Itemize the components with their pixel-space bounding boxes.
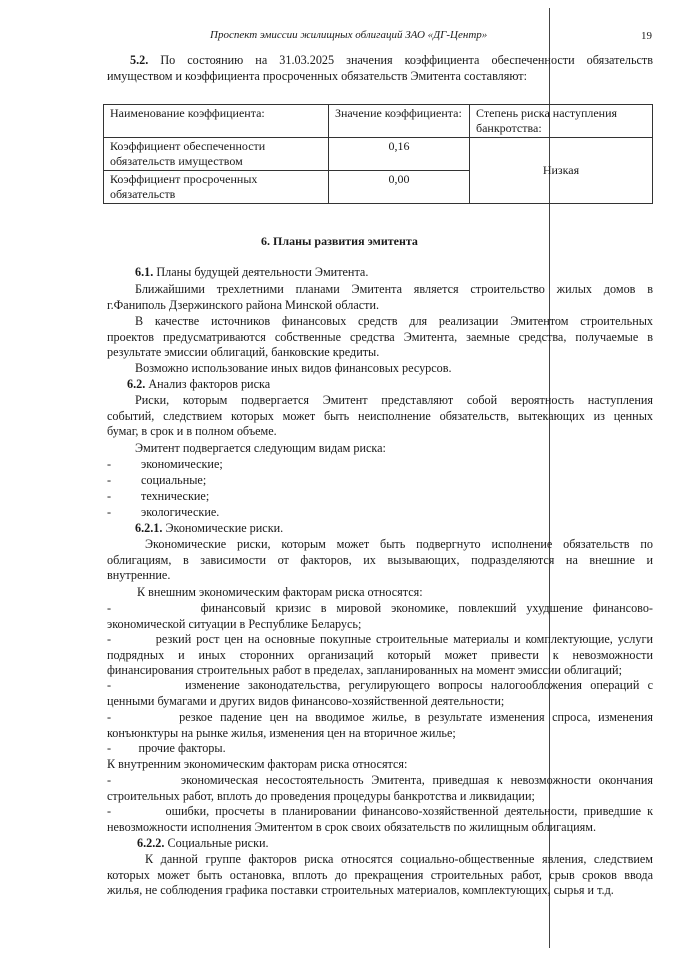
row-name: Коэффициент просроченных обязательств	[104, 171, 329, 204]
intro-paragraph: 5.2. По состоянию на 31.03.2025 значения коэффициента обеспеченности обязательств имуществом и коэффициента просроченных обязательств Эмитента составляют:	[107, 53, 654, 83]
paragraph	[107, 852, 653, 899]
text-line: - изменение законодательства, регулирующего вопросы налогообложения операций с	[107, 678, 653, 692]
text-line: подрядных и иных сторонних организаций который может привести к невозможности	[107, 647, 653, 662]
header-name: Наименование коэффициента:	[104, 105, 329, 138]
text-line: - финансовый кризис в мировой экономике, повлекший ухудшение финансово-	[107, 601, 653, 615]
paragraph	[107, 836, 653, 852]
text-line: проектов предусматриваются собственные средства Эмитента, заемные средства, получаемые в	[107, 329, 653, 344]
clause-number: 6.2.2.	[137, 836, 165, 850]
text-line: - прочие факторы.	[107, 741, 226, 755]
clause-number: 6.2.1.	[135, 521, 163, 535]
list-bullet: -	[107, 489, 112, 503]
paragraph	[107, 441, 653, 457]
row-value: 0,00	[329, 171, 470, 204]
paragraph	[107, 585, 653, 601]
text-line: невозможности исполнения Эмитентом в срок своих обязательств по жилищным облигациям.	[107, 819, 597, 834]
text-line: - ошибки, просчеты в планировании финансово-хозяйственной деятельности, приведшие к	[107, 804, 653, 818]
page-number: 19	[641, 30, 652, 42]
text-line: которых может быть остановка, вплоть до прекращения строительных работ, срыв сроков ввода	[107, 867, 653, 882]
paragraph	[107, 521, 653, 537]
paragraph	[107, 537, 653, 584]
list-bullet: -	[107, 457, 112, 471]
list-item: экологические.	[141, 505, 220, 519]
paragraph	[107, 377, 653, 393]
clause-number: 6.1.	[135, 265, 154, 279]
paragraph	[107, 757, 653, 773]
paragraph	[107, 804, 653, 835]
text-line: 6.2.1. Экономические риски.	[135, 521, 284, 535]
text-line: К внутренним экономическим факторам риска относятся:	[107, 757, 408, 771]
text-line: результате эмиссии облигаций, банковские кредиты.	[107, 345, 380, 360]
paragraph	[107, 489, 653, 505]
text-line: 6.2.2. Социальные риски.	[137, 836, 269, 850]
text-line: внутренние.	[107, 568, 171, 583]
text-line: 6.2. Анализ факторов риска	[127, 377, 271, 391]
paragraph	[107, 265, 653, 281]
paragraph	[107, 741, 653, 757]
text-line: - резкий рост цен на основные покупные строительные материалы и комплектующие, услуги	[107, 632, 653, 646]
paragraph	[107, 457, 653, 473]
text-line: ценными бумагами и других видов финансово-хозяйственной деятельности;	[107, 693, 505, 708]
paragraph	[107, 505, 653, 521]
paragraph	[107, 361, 653, 377]
text-line: К данной группе факторов риска относятся социально-общественные явления, следствием	[145, 852, 653, 866]
text-line: Возможно использование иных видов финансовых ресурсов.	[135, 361, 452, 375]
text-line: строительных работ, вплоть до проведения процедуры банкротства и ликвидации;	[107, 788, 535, 803]
text-line: - резкое падение цен на вводимое жилье, в результате изменения спроса, изменения	[107, 710, 653, 724]
row-value: 0,16	[329, 138, 470, 171]
text-line: - экономическая несостоятельность Эмитента, приведшая к невозможности окончания	[107, 773, 653, 787]
text-line: К внешним экономическим факторам риска относятся:	[137, 585, 423, 599]
text-line: Эмитент подвергается следующим видам риска:	[135, 441, 386, 455]
text-line: конъюнктуры на рынке жилья, изменения цен на вторичное жилье;	[107, 725, 456, 740]
list-item: социальные;	[141, 473, 207, 487]
text-line: жилья, не соблюдения графика поставки строительных материалов, комплектующих, сырья и т.д.	[107, 883, 614, 898]
paragraph	[107, 678, 653, 709]
list-item: экономические;	[141, 457, 223, 471]
text-line: бумаг, в срок и в полном объеме.	[107, 424, 277, 439]
paragraph	[107, 393, 653, 440]
text-line: событий, следствием которых может быть неисполнение обязательств, вытекающих из ценных	[107, 408, 653, 423]
paragraph	[107, 601, 653, 632]
running-header: Проспект эмиссии жилищных облигаций ЗАО «ДГ-Центр»	[210, 29, 488, 41]
text-line: облигациям, в зависимости от факторов, их вызывающих, подразделяются на внешние и	[107, 552, 653, 567]
intro-number: 5.2.	[130, 53, 149, 67]
text-line: финансирования строительных работ в пределах, запланированных на момент эмиссии облигаций;	[107, 663, 622, 678]
text-line: В качестве источников финансовых средств для реализации Эмитентом строительных	[135, 314, 653, 328]
text-line: экономической ситуации в Республике Беларусь;	[107, 616, 362, 631]
risk-level: Низкая	[470, 138, 653, 204]
table-header-row	[104, 105, 653, 138]
paragraph	[107, 632, 653, 679]
section-title: 6. Планы развития эмитента	[261, 234, 418, 248]
paragraph	[107, 473, 653, 489]
paragraph	[107, 282, 653, 313]
header-value: Значение коэффициента:	[329, 105, 470, 138]
coefficients-table	[103, 104, 653, 204]
list-bullet: -	[107, 505, 112, 519]
paragraph	[107, 710, 653, 741]
text-line: Ближайшими трехлетними планами Эмитента является строительство жилых домов в	[135, 282, 653, 296]
table-row	[104, 138, 653, 171]
list-bullet: -	[107, 473, 112, 487]
text-line: Риски, которым подвергается Эмитент представляют собой вероятность наступления	[135, 393, 653, 407]
text-line: г.Фаниполь Дзержинского района Минской области.	[107, 297, 380, 312]
row-name: Коэффициент обеспеченности обязательств имуществом	[104, 138, 329, 171]
clause-number: 6.2.	[127, 377, 146, 391]
text-line: 6.1. Планы будущей деятельности Эмитента.	[135, 265, 369, 279]
list-item: технические;	[141, 489, 210, 503]
text-line: Экономические риски, которым может быть подвергнуто исполнение обязательств по	[145, 537, 653, 551]
paragraph	[107, 314, 653, 361]
header-risk: Степень риска наступления банкротства:	[470, 105, 653, 138]
paragraph	[107, 773, 653, 804]
